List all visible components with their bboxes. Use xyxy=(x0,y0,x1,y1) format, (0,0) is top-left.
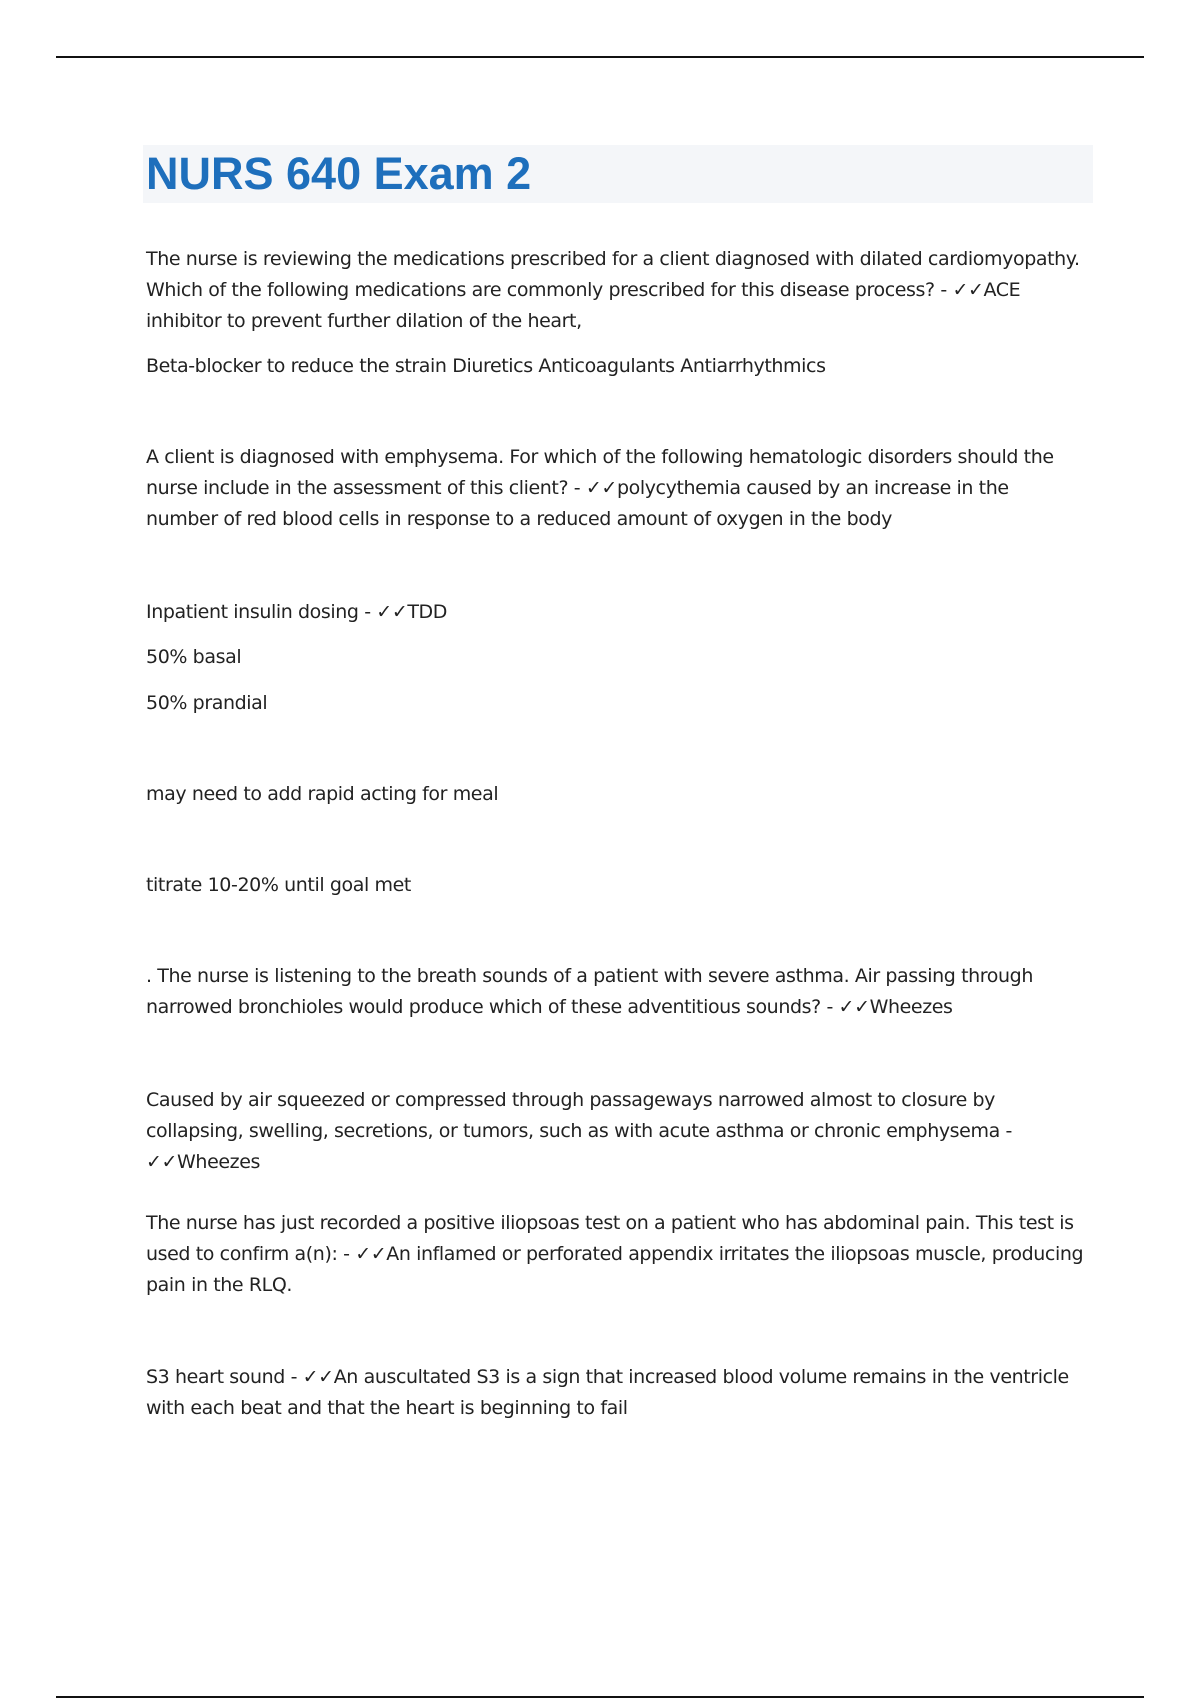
header-rule xyxy=(56,56,1144,58)
footer-rule xyxy=(56,1696,1144,1698)
paragraph-cardiomyopathy-question: The nurse is reviewing the medications prescribed for a client diagnosed with dilated cardiomyopathy. Which of the following medications are commonly prescribed for this disease process? - ✓✓ACE inhibitor to prevent further dilation of the heart, xyxy=(146,248,1080,332)
paragraph-cardiomyopathy-answer-cont: Beta-blocker to reduce the strain Diuretics Anticoagulants Antiarrhythmics xyxy=(146,355,826,377)
paragraph-iliopsoas-question: The nurse has just recorded a positive iliopsoas test on a patient who has abdominal pain. This test is used to confirm a(n): - ✓✓An inflamed or perforated appendix irritates the iliopsoas muscle, producing pain in the RLQ. xyxy=(146,1212,1084,1296)
paragraph-s3-heart-sound: S3 heart sound - ✓✓An auscultated S3 is a sign that increased blood volume remains in the ventricle with each beat and that the heart is beginning to fail xyxy=(146,1366,1069,1419)
document-title: NURS 640 Exam 2 xyxy=(146,148,532,199)
paragraph-emphysema-question: A client is diagnosed with emphysema. For which of the following hematologic disorders should the nurse include in the assessment of this client? - ✓✓polycythemia caused by an increase in the number of red blood cells in response to a reduced amount of oxygen in the body xyxy=(146,446,1054,530)
paragraph-asthma-question: . The nurse is listening to the breath sounds of a patient with severe asthma. Air passing through narrowed bronchioles would produce which of these adventitious sounds? - ✓✓Wheezes xyxy=(146,965,1033,1018)
paragraph-titrate: titrate 10-20% until goal met xyxy=(146,874,411,896)
paragraph-rapid-acting: may need to add rapid acting for meal xyxy=(146,783,499,805)
paragraph-prandial: 50% prandial xyxy=(146,692,268,714)
paragraph-wheezes-definition: Caused by air squeezed or compressed through passageways narrowed almost to closure by collapsing, swelling, secretions, or tumors, such as with acute asthma or chronic emphysema - ✓✓Wheezes xyxy=(146,1089,1012,1173)
paragraph-basal: 50% basal xyxy=(146,646,242,668)
paragraph-insulin-dosing: Inpatient insulin dosing - ✓✓TDD xyxy=(146,601,448,623)
